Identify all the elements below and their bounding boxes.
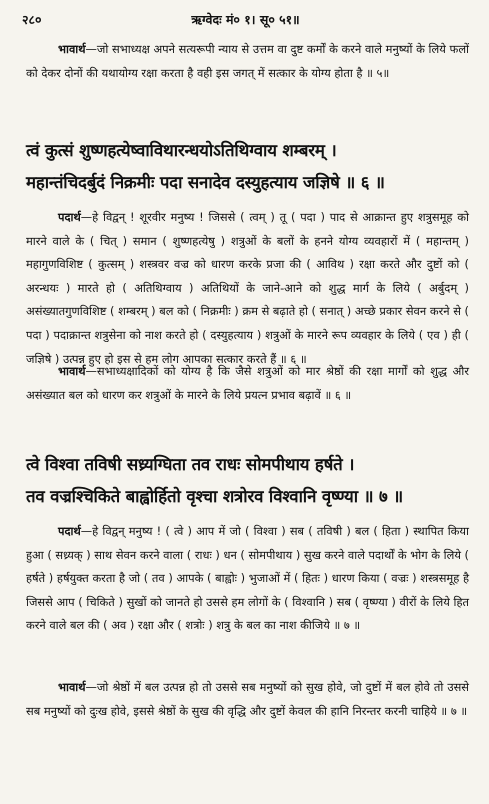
padarth-label: पदार्थ xyxy=(58,524,81,538)
mantra-6 xyxy=(26,134,469,198)
bhavarth-text: —जो श्रेष्ठों में बल उत्पन्न हो तो उससे सब मनुष्यों को सुख होवे, जो दुष्टों में बल होवे तो उससे सब मनुष्यों को दुःख होवे, इससे श्रेष्ठों के सुख की वृद्धि और दुष्टों केवल की हानि निरन्तर करनी चाहिये ॥ ७ ॥ xyxy=(26,680,469,718)
mantra-line: त्वं कुत्सं शुष्णहत्येष्वाविथारन्धयोऽतिथिग्वाय शम्बरम् । xyxy=(26,140,337,160)
padarth-7 xyxy=(26,520,469,638)
padarth-text: —हे विद्वन् ! शूरवीर मनुष्य ! जिससे ( त्वम् ) तू ( पदा ) पाद से आक्रान्त हुए शत्रुसमूह को मारने वाले के ( चित् ) समान ( शुष्णहत्येषु ) शत्रुओं के बलों के हनने योग्य व्यवहारों में ( महान्तम् ) महागुणविशिष्ट ( कुत्सम् ) शस्त्रवर वज्र को धारण करके प्रजा की ( आविथ ) रक्षा करते और दुष्टों को ( अरन्धयः ) मारते हो ( अतिथिग्वाय ) अतिथियों के जाने-आने को शुद्ध मार्ग के लिये ( अर्बुदम् ) असंख्यातगुणविशिष्ट ( शम्बरम् ) बल को ( निक्रमीः ) क्रम से बढ़ाते हो ( सनात् ) अच्छे प्रकार सेवन करने से ( पदा ) पदाक्रान्त शत्रुसेना को नाश करते हो ( दस्युहत्याय ) शत्रुओं के मारने रूप व्यवहार के लिये ( एव ) ही ( जज्ञिषे ) उत्पन्न हुए हो इस से हम लोग आपका सत्कार करते हैं ॥ ६ ॥ xyxy=(26,210,469,366)
bhavarth-text: —सभाध्यक्षादिकों को योग्य है कि जैसे शत्रुओं को मार श्रेष्ठों की रक्षा मार्गों को शुद्ध और असंख्यात बल को धारण कर शत्रुओं के मारने के लिये प्रयत्न प्रभाव बढ़ावें ॥ ६ ॥ xyxy=(26,364,469,402)
padarth-text: —हे विद्वन् मनुष्य ! ( त्वे ) आप में जो ( विश्वा ) सब ( तविषी ) बल ( हिता ) स्थापित किया हुआ ( सध्र्यक् ) साथ सेवन करने वाला ( राधः ) धन ( सोमपीथाय ) सुख करने वाले पदार्थों के भोग के लिये ( हर्षते ) हर्षयुक्त करता है जो ( तव ) आपके ( बाह्वोः ) भुजाओं में ( हितः ) धारण किया ( वज्रः ) शस्त्रसमूह है जिससे आप ( चिकिते ) सुखों को जानते हो उससे हम लोगों के ( विश्वानि ) सब ( वृष्ण्या ) वीरों के लिये हित करने वाले बल की ( अव ) रक्षा और ( शत्रोः ) शत्रु के बल का नाश कीजिये ॥ ७ ॥ xyxy=(26,524,469,633)
mantra-line: महान्तंचिदर्बुदं निक्रमीः पदा सनादेव दस्युहत्याय जज्ञिषे ॥ ६ ॥ xyxy=(26,172,385,192)
page-number: २८० xyxy=(22,11,42,27)
page-header xyxy=(22,6,469,32)
mantra-line: तव वज्रश्चिकिते बाह्वोर्हितो वृश्चा शत्रोरव विश्वानि वृष्ण्या ॥ ७ ॥ xyxy=(26,486,404,506)
mantra-line: त्वे विश्वा तविषी सध्र्यग्घिता तव राधः सोमपीथाय हर्षते । xyxy=(26,454,355,474)
mantra-7 xyxy=(26,448,469,512)
running-title: ऋग्वेदः मं० १। सू० ५१॥ xyxy=(191,11,300,27)
bhavarth-5 xyxy=(26,38,469,85)
bhavarth-label: भावार्थ xyxy=(58,42,86,56)
bhavarth-text: —जो सभाध्यक्ष अपने सत्यरूपी न्याय से उत्तम वा दुष्ट कर्मों के करने वाले मनुष्यों के लिये फलों को देकर दोनों की यथायोग्य रक्षा करता है वही इस जगत् में सत्कार के योग्य होता है ॥ ५॥ xyxy=(26,42,469,80)
padarth-label: पदार्थ xyxy=(58,210,81,224)
bhavarth-7 xyxy=(26,676,469,723)
bhavarth-label: भावार्थ xyxy=(58,364,86,378)
bhavarth-label: भावार्थ xyxy=(58,680,86,694)
padarth-6 xyxy=(26,206,469,371)
bhavarth-6 xyxy=(26,360,469,407)
